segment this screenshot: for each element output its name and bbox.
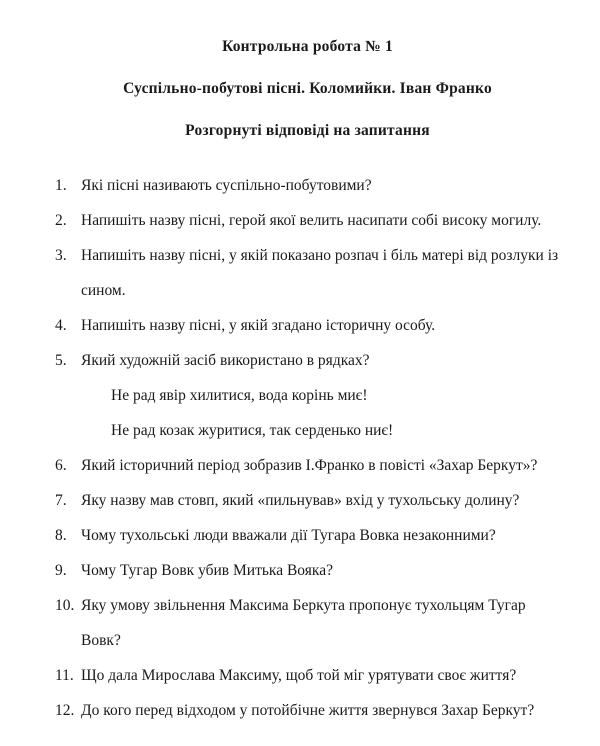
question-number: 6. — [55, 457, 67, 474]
question-list — [55, 168, 560, 728]
question-item — [55, 168, 560, 203]
doc-title: Контрольна робота № 1 — [222, 38, 393, 55]
question-number: 4. — [55, 317, 67, 334]
question-text: Які пісні називають суспільно-побутовими? — [81, 177, 372, 194]
question-number: 1. — [55, 177, 67, 194]
question-text: Чому тухольські люди вважали дії Тугара Вовка незаконними? — [81, 527, 496, 544]
question-text: Яку назву мав стовп, який «пильнував» вхід у тухольську долину? — [81, 492, 520, 509]
question-item — [55, 203, 560, 238]
question-item — [55, 553, 560, 588]
question-number: 3. — [55, 247, 67, 264]
question-text: Який історичний період зобразив І.Франко в повісті «Захар Беркут»? — [81, 457, 538, 474]
question-number: 2. — [55, 212, 67, 229]
quote-line: Не рад козак журитися, так серденько ниє! — [111, 422, 394, 439]
question-number: 7. — [55, 492, 67, 509]
question-text: До кого перед відходом у потойбічне життя звернувся Захар Беркут? — [81, 702, 535, 719]
question-item — [55, 238, 560, 308]
question-number: 5. — [55, 352, 67, 369]
question-text: Який художній засіб використано в рядках? — [81, 352, 370, 369]
question-item — [55, 448, 560, 483]
question-item — [55, 483, 560, 518]
question-number: 10. — [55, 597, 75, 614]
question-text: Що дала Мирослава Максиму, щоб той міг урятувати своє життя? — [81, 667, 517, 684]
question-item — [55, 693, 560, 728]
question-text: Напишіть назву пісні, герой якої велить насипати собі високу могилу. — [81, 212, 542, 229]
question-item — [55, 343, 560, 378]
quote-line: Не рад явір хилитися, вода корінь миє! — [111, 387, 368, 404]
question-item — [55, 308, 560, 343]
question-item — [55, 658, 560, 693]
question-text: Чому Тугар Вовк убив Митька Вояка? — [81, 562, 333, 579]
question-text: Напишіть назву пісні, у якій показано розпач і біль матері від розлуки із сином. — [81, 247, 559, 299]
question-item — [55, 588, 560, 658]
doc-subtitle: Суспільно-побутові пісні. Коломийки. Іван Франко — [123, 80, 492, 97]
question-number: 12. — [55, 702, 75, 719]
question-item — [55, 518, 560, 553]
question-text: Яку умову звільнення Максима Беркута пропонує тухольцям Тугар Вовк? — [81, 597, 526, 649]
question-number: 11. — [55, 667, 74, 684]
question-number: 9. — [55, 562, 67, 579]
question-number: 8. — [55, 527, 67, 544]
question-text: Напишіть назву пісні, у якій згадано історичну особу. — [81, 317, 436, 334]
doc-section: Розгорнуті відповіді на запитання — [185, 122, 430, 139]
